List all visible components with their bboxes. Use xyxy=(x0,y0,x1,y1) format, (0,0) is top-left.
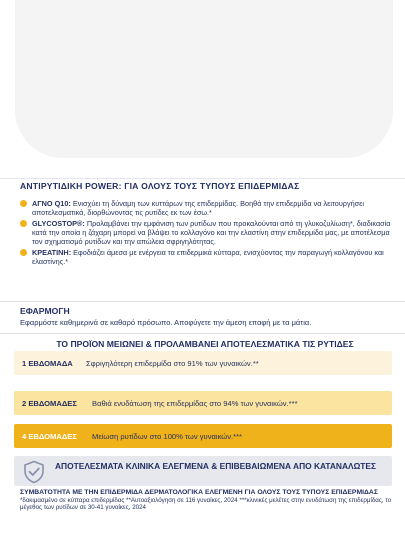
result-row-week-4 xyxy=(14,424,392,448)
results-title: ΤΟ ΠΡΟΪΟΝ ΜΕΙΩΝΕΙ & ΠΡΟΛΑΜΒΑΝΕΙ ΑΠΟΤΕΛΕΣΜΑΤΙΚΑ ΤΙΣ ΡΥΤΙΔΕΣ xyxy=(56,339,354,349)
footer-text: *δοκιμασμένο σε κύτταρα επιδερμίδας **Αυτοαξιολόγηση σε 116 γυναίκες, 2024 ***κλινικές μελέτες στην ενυδάτωση της επιδερμίδας, το μέγεθος των ρυτίδων σε 30-41 γυναίκες, 2024 xyxy=(20,496,392,512)
result-week: 1 ΕΒΔΟΜΑΔΑ xyxy=(22,358,73,368)
jar-lid xyxy=(15,0,393,158)
ingredient-q10 xyxy=(20,199,396,217)
bullet-dot-icon xyxy=(20,220,27,227)
ingredient-name: ΚΡΕΑΤΙΝΗ: xyxy=(32,248,72,257)
result-text: Βαθιά ενυδάτωση της επιδερμίδας στο 94% των γυναικών.*** xyxy=(92,398,298,408)
divider xyxy=(0,333,405,334)
ingredient-glycostop xyxy=(20,219,396,246)
footer-notes xyxy=(20,489,392,512)
result-text: Σφριγηλότερη επιδερμίδα στο 91% των γυναικών.** xyxy=(86,358,259,368)
application-title: ΕΦΑΡΜΟΓΗ xyxy=(20,306,70,316)
shield-check-icon xyxy=(22,460,46,484)
product-top-area xyxy=(0,0,405,178)
divider xyxy=(0,301,405,302)
clinical-badge xyxy=(14,456,392,486)
headline: ΑΝΤΙΡΥΤΙΔΙΚΗ POWER: ΓΙΑ ΟΛΟΥΣ ΤΟΥΣ ΤΥΠΟΥΣ ΕΠΙΔΕΡΜΙΔΑΣ xyxy=(20,181,300,191)
application-text: Εφαρμόστε καθημερινά σε καθαρό πρόσωπο. Αποφύγετε την άμεση επαφή με τα μάτια. xyxy=(20,318,312,327)
bullet-dot-icon xyxy=(20,249,27,256)
ingredient-name: GLYCOSTOP®: xyxy=(32,219,85,228)
result-text: Μείωση ρυτίδων στο 100% των γυναικών.*** xyxy=(92,431,242,441)
ingredient-creatine xyxy=(20,248,396,266)
footer-bold: ΣΥΜΒΑΤΟΤΗΤΑ ΜΕ ΤΗΝ ΕΠΙΔΕΡΜΙΔΑ ΔΕΡΜΑΤΟΛΟΓΙΚΑ ΕΛΕΓΜΕΝΗ ΓΙΑ ΟΛΟΥΣ ΤΟΥΣ ΤΥΠΟΥΣ ΕΠΙΔΕΡΜΙΔΑΣ xyxy=(20,489,378,496)
bullet-dot-icon xyxy=(20,200,27,207)
result-week: 2 ΕΒΔΟΜΑΔΕΣ xyxy=(22,398,77,408)
ingredient-text: Εφοδιάζει άμεσα με ενέργεια τα επιδερμικά κύτταρα, ενισχύοντας την παραγωγή κολλαγόνου και ελαστίνης.* xyxy=(32,248,384,266)
clinical-text: ΑΠΟΤΕΛΕΣΜΑΤΑ ΚΛΙΝΙΚΑ ΕΛΕΓΜΕΝΑ & ΕΠΙΒΕΒΑΙΩΜΕΝΑ ΑΠΟ ΚΑΤΑΝΑΛΩΤΕΣ xyxy=(55,461,377,471)
ingredient-name: ΑΓΝΟ Q10: xyxy=(32,199,71,208)
ingredients-list xyxy=(20,199,396,268)
result-row-week-1 xyxy=(14,351,392,375)
ingredient-text: Προλαμβάνει την εμφάνιση των ρυτίδων που προκαλούνται από τη γλυκοζυλίωση*, διαδικασία κατά την οποία η ζάχαρη μπορεί να βλάψει το κολλαγόνο και την ελαστίνη στην επιδερμίδα μας, με αποτέλεσμα τον σχηματισμό ρυτίδων και την απώλεια σφριγηλότητας. xyxy=(32,219,391,246)
ingredient-text: Ενισχύει τη δύναμη των κυττάρων της επιδερμίδας. Βοηθά την επιδερμίδα να λειτουργήσει αποτελεσματικά, διορθώνοντας τις ρυτίδες εκ των έσω.* xyxy=(32,199,365,217)
result-week: 4 ΕΒΔΟΜΑΔΕΣ xyxy=(22,431,77,441)
result-row-week-2 xyxy=(14,391,392,415)
